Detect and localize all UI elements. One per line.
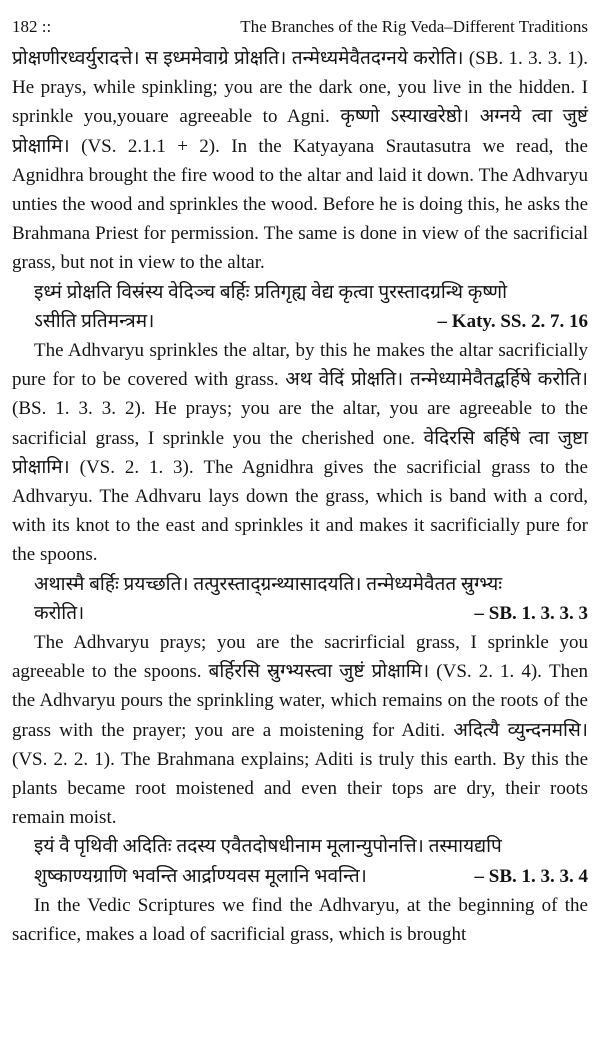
body-paragraph: The Adhvaryu sprinkles the altar, by this he makes the altar sacrificially pure for to be covered with grass. अथ वेदिं प्रोक्षति। तन्मेध्यामेवैतद्बर्हिषे करोति। (BS. 1. 3. 3. 2). He prays; you are the altar, you are agreeable to the sacrificial grass, I sprinkle you the cherished one. वेदिरसि बर्हिषे त्वा जुष्टा प्रोक्षामि। (VS. 2. 1. 3). The Agnidhra gives the sacrificial grass to the Adhvaryu. The Adhvaru lays down the grass, which is band with a cord, with its knot to the east and sprinkles it and makes it sacrificially pure for the spoons. [12,340,588,566]
running-title: The Branches of the Rig Veda–Different Traditions [240,17,588,36]
quote-citation: – SB. 1. 3. 3. 3 [474,602,588,624]
quote-line: ऽसीति प्रतिमन्त्रम। [34,310,155,332]
running-header [12,10,588,44]
quote-line: इध्मं प्रोक्षति विस्रंस्य वेदिञ्च बर्हिः प्रतिगृह्य वेद्य कृत्वा पुरस्तादग्रन्थि कृष्णो [34,281,508,303]
quote-citation: – SB. 1. 3. 3. 4 [474,865,588,887]
sanskrit-quote [12,570,588,628]
quote-line: इयं वै पृथिवी अदितिः तदस्य एवैतदोषधीनाम मूलान्युपोनत्ति। तस्मायद्यपि [34,836,502,858]
quote-line: शुष्काण्यग्राणि भवन्ति आर्द्राण्यवस मूलानि भवन्ति। [34,865,367,887]
quote-line: अथास्मै बर्हिः प्रयच्छति। तत्पुरस्ताद्ग्रन्थ्यासादयति। तन्मेध्यमेवैतत स्रुग्भ्यः [34,573,503,595]
quote-citation-line [34,862,588,891]
quote-citation-line [34,307,588,336]
page-number: 182 :: [12,17,52,36]
body-paragraph: In the Vedic Scriptures we find the Adhvaryu, at the beginning of the sacrifice, makes a load of sacrificial grass, which is brought [12,894,588,946]
body-paragraph: The Adhvaryu prays; you are the sacrirficial grass, I sprinkle you agreeable to the spoons. बर्हिरसि स्रुग्भ्यस्त्वा जुष्टं प्रोक्षामि। (VS. 2. 1. 4). Then the Adhvaryu pours the sprinkling water, which remains on the roots of the grass with the prayer; you are a moistening for Aditi. अदित्यै व्युन्दनमसि। (VS. 2. 2. 1). The Brahmana explains; Aditi is truly this earth. By this the plants became root moistened and even their tops are dry, their roots remain moist. [12,632,588,829]
page-body [12,44,588,949]
sanskrit-quote [12,832,588,890]
quote-line: करोति। [34,602,85,624]
body-paragraph: प्रोक्षणीरध्वर्युरादत्ते। स इध्ममेवाग्रे प्रोक्षति। तन्मेध्यमेवैतदग्नये करोति। (SB. 1. 3. 3. 1). He prays, while spinkling; you are the dark one, you live in the hidden. I sprinkle you,youare agreeable to Agni. कृष्णो ऽस्याखरेष्ठो। अग्नये त्वा जुष्टं प्रोक्षामि। (VS. 2.1.1 + 2). In the Katyayana Srautasutra we read, the Agnidhra brought the fire wood to the altar and laid it down. The Adhvaryu unties the wood and sprinkles the wood. Before he is doing this, he asks the Brahmana Priest for permission. The same is done in view of the sacrificial grass, but not in view to the altar. [12,48,588,274]
quote-citation-line [34,599,588,628]
sanskrit-quote [12,278,588,336]
quote-citation: – Katy. SS. 2. 7. 16 [437,310,588,332]
